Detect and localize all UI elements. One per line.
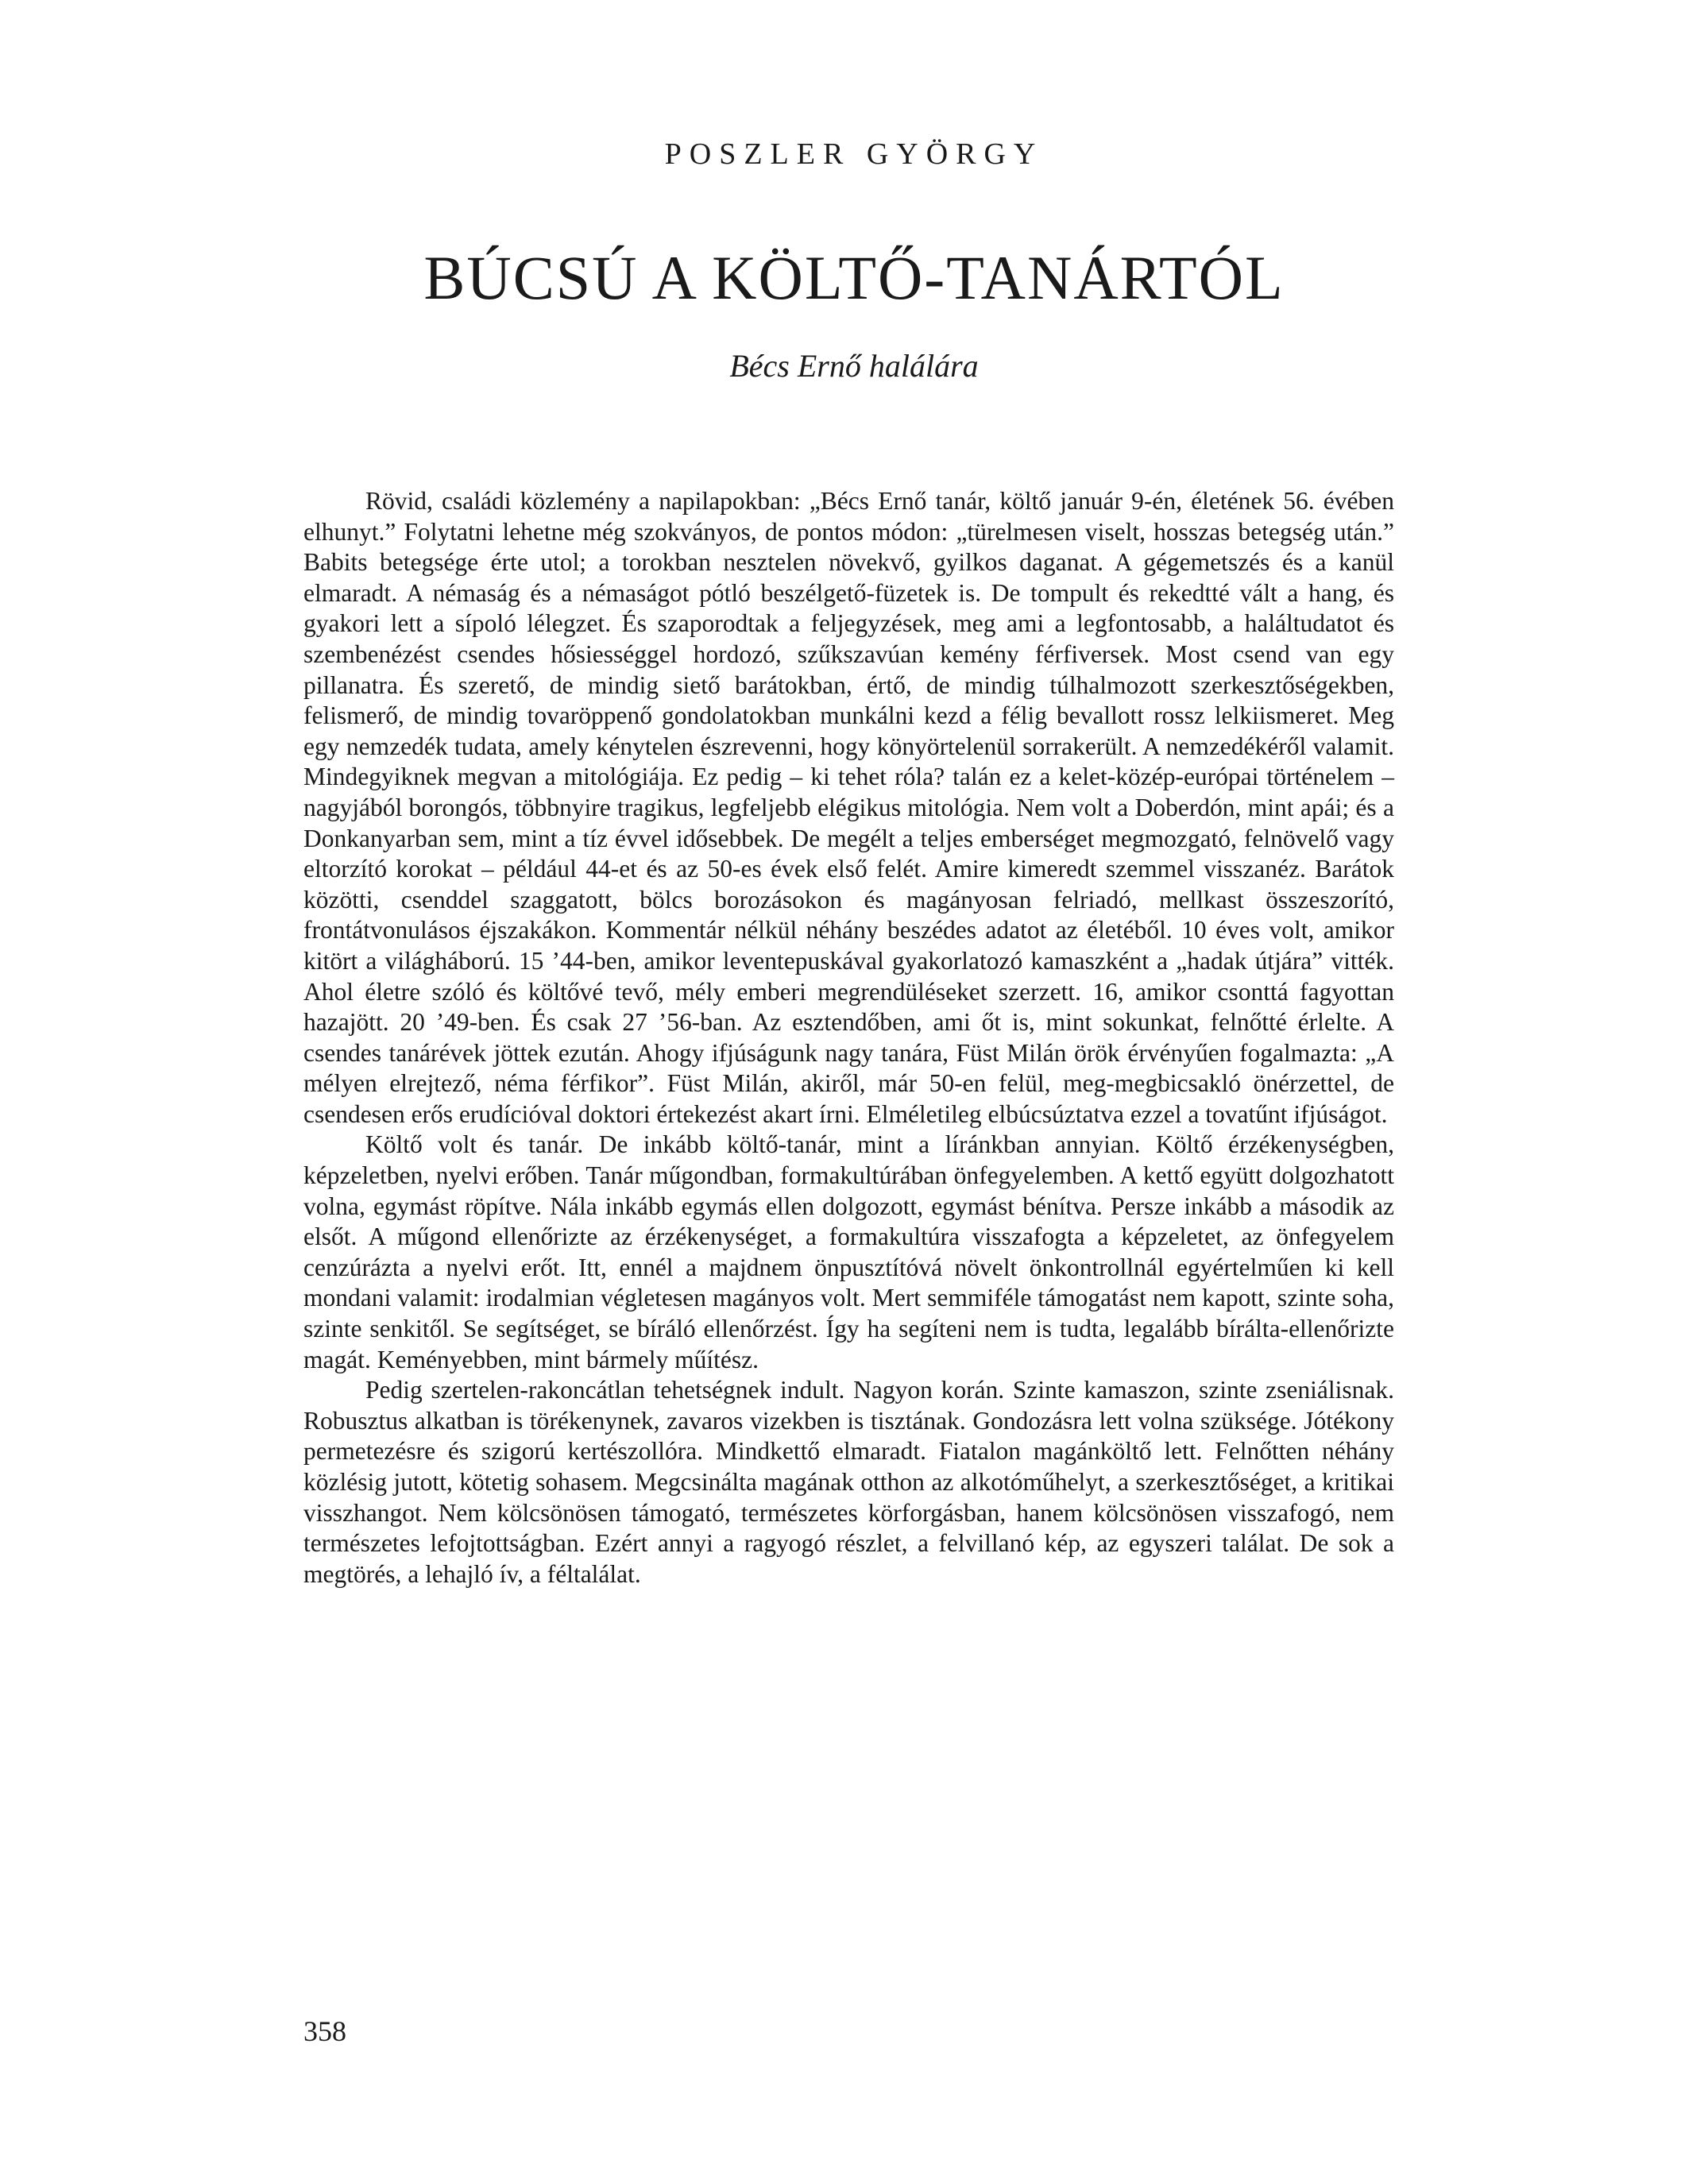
page-number: 358 (303, 2015, 346, 2047)
paragraph-1: Rövid, családi közlemény a napilapokban: „Bécs Ernő tanár, költő január 9-én, életének 56. évében elhunyt.” Folytatni lehetne még szokványos, de pontos módon: „türelmesen viselt, hosszas betegség után.” Babits betegsége érte utol; a torokban nesztelen növekvő, gyilkos daganat. A gégemetszés és a kanül elmaradt. A némaság és a némaságot pótló beszélgető-füzetek is. De tompult és rekedtté vált a hang, és gyakori lett a sípoló lélegzet. És szaporodtak a feljegyzések, meg ami a legfontosabb, a haláltudatot és szembenézést csendes hősiességgel hordozó, szűkszavúan kemény férfiversek. Most csend van egy pillanatra. És szerető, de mindig siető barátokban, értő, de mindig túlhalmozott szerkesztőségekben, felismerő, de mindig tovaröppenő gondolatokban munkálni kezd a félig bevallott rossz lelkiismeret. Meg egy nemzedék tudata, amely kénytelen észrevenni, hogy könyörtelenül sorrakerült. A nemzedékéről valamit. Mindegyiknek megvan a mitológiája. Ez pedig – ki tehet róla? talán ez a kelet-közép-európai történelem – nagyjából borongós, többnyire tragikus, legfeljebb elégikus mitológia. Nem volt a Doberdón, mint apái; és a Donkanyarban sem, mint a tíz évvel idősebbek. De megélt a teljes emberséget megmozgató, felnövelő vagy eltorzító korokat – például 44-et és az 50-es évek első felét. Amire kimeredt szemmel visszanéz. Barátok közötti, csenddel szaggatott, bölcs borozásokon és magányosan felriadó, mellkast összeszorító, frontátvonulásos éjszakákon. Kommentár nélkül néhány beszédes adatot az életéből. 10 éves volt, amikor kitört a világháború. 15 ’44-ben, amikor leventepuskával gyakorlatozó kamaszként a „hadak útjára” vitték. Ahol életre szóló és költővé tevő, mély emberi megrendüléseket szerzett. 16, amikor csonttá fagyottan hazajött. 20 ’49-ben. És csak 27 ’56-ban. Az esztendőben, ami őt is, mint sokunkat, felnőtté érlelte. A csendes tanárévek jöttek ezután. Ahogy ifjúságunk nagy tanára, Füst Milán örök érvényűen fogalmazta: „A mélyen elrejtező, néma férfikor”. Füst Milán, akiről, már 50-en felül, meg-megbicsakló önérzettel, de csendesen erős erudícióval doktori értekezést akart írni. Elméletileg elbúcsúztatva ezzel a tovatűnt ifjúságot. (303, 487, 1394, 1128)
paragraph-3: Pedig szertelen-rakoncátlan tehetségnek indult. Nagyon korán. Szinte kamaszon, szinte zseniálisnak. Robusztus alkatban is törékenynek, zavaros vizekben is tisztának. Gondozásra lett volna szüksége. Jótékony permetezésre és szigorú kertészollóra. Mindkettő elmaradt. Fiatalon magánköltő lett. Felnőtten néhány közlésig jutott, kötetig sohasem. Megcsinálta magának otthon az alkotóműhelyt, a szerkesztőséget, a kritikai visszhangot. Nem kölcsönösen támogató, természetes körforgásban, hanem kölcsönösen visszafogó, nem természetes lefojtottságban. Ezért annyi a ragyogó részlet, a felvillanó kép, az egyszeri találat. De sok a megtörés, a lehajló ív, a féltalálat. (303, 1376, 1394, 1588)
article-body (303, 486, 1394, 1590)
article-subtitle: Bécs Ernő halálára (729, 348, 979, 384)
article-title: BÚCSÚ A KÖLTŐ-TANÁRTÓL (423, 243, 1285, 312)
paragraph-2: Költő volt és tanár. De inkább költő-tanár, mint a líránkban annyian. Költő érzékenységben, képzeletben, nyelvi erőben. Tanár műgondban, formakultúrában önfegyelemben. A kettő együtt dolgozhatott volna, egymást röpítve. Nála inkább egymás ellen dolgozott, egymást bénítva. Persze inkább a második az elsőt. A műgond ellenőrizte az érzékenységet, a formakultúra visszafogta a képzeletet, az önfegyelem cenzúrázta a nyelvi erőt. Itt, ennél a majdnem önpusztítóvá növelt önkontrollnál egyértelműen ki kell mondani valamit: irodalmian végletesen magányos volt. Mert semmiféle támogatást nem kapott, szinte soha, szinte senkitől. Se segítséget, se bíráló ellenőrzést. Így ha segíteni nem is tudta, legalább bírálta-ellenőrizte magát. Keményebben, mint bármely műítész. (303, 1130, 1394, 1373)
author-name: POSZLER GYÖRGY (664, 137, 1044, 171)
